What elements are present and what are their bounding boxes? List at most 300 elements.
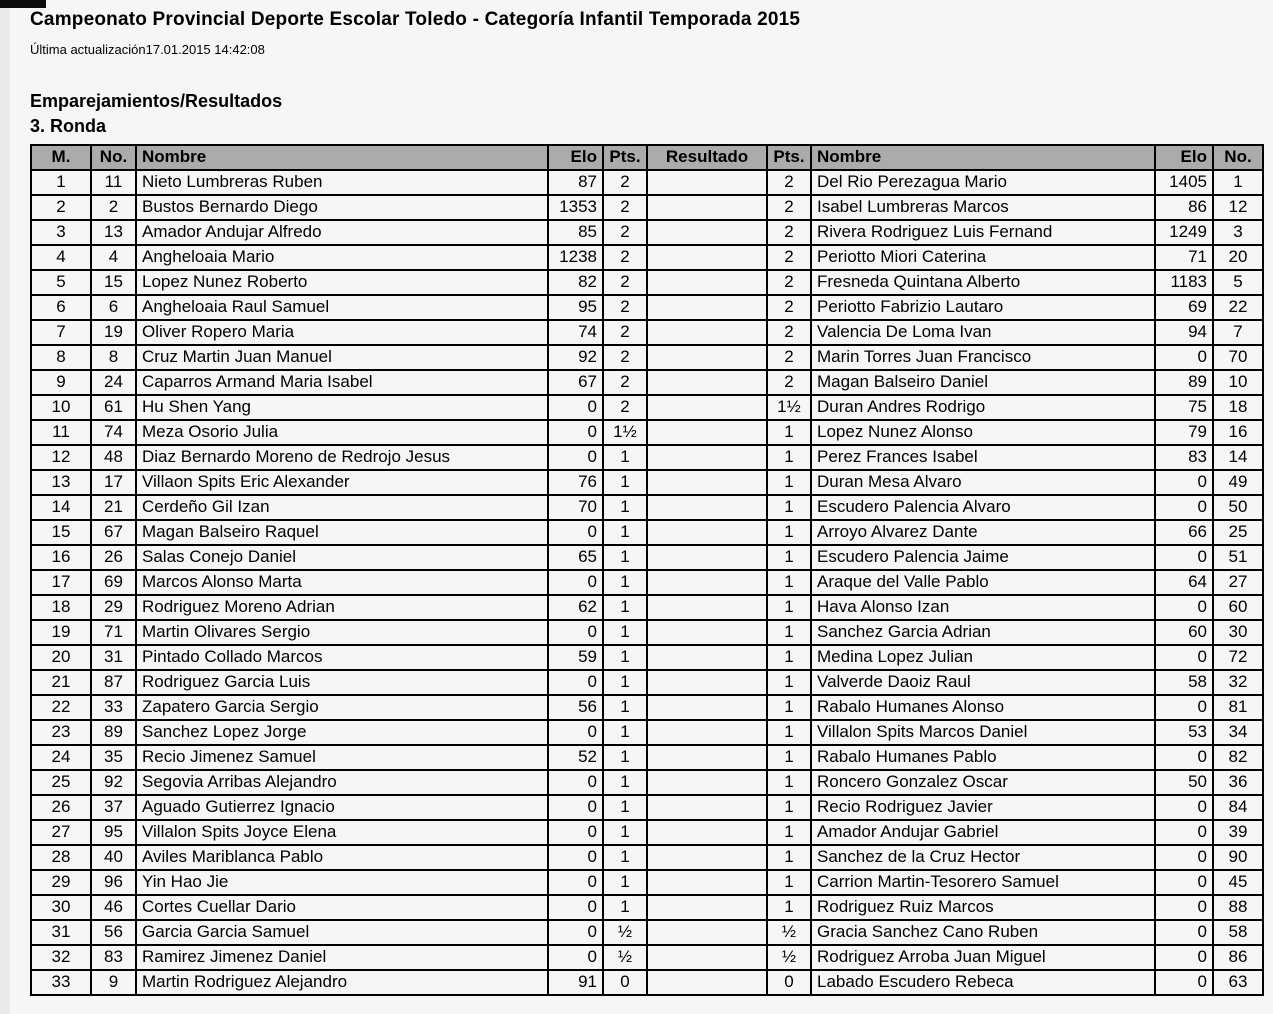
cell-result: [647, 545, 767, 570]
cell-board: 5: [31, 270, 91, 295]
cell-no-black: 3: [1213, 220, 1263, 245]
table-row: [31, 270, 1263, 295]
cell-pts-black: 1: [767, 545, 811, 570]
table-row: [31, 295, 1263, 320]
cell-pts-white: 2: [603, 270, 647, 295]
cell-no-white: 15: [91, 270, 136, 295]
cell-name-black: Del Rio Perezagua Mario: [811, 170, 1155, 195]
cell-elo-white: 0: [548, 620, 603, 645]
cell-pts-black: 1: [767, 770, 811, 795]
cell-name-white: Cortes Cuellar Dario: [136, 895, 548, 920]
cell-pts-white: 1: [603, 795, 647, 820]
cell-elo-black: 94: [1155, 320, 1213, 345]
cell-no-black: 27: [1213, 570, 1263, 595]
cell-pts-black: 1: [767, 870, 811, 895]
cell-result: [647, 495, 767, 520]
cell-name-black: Periotto Fabrizio Lautaro: [811, 295, 1155, 320]
cell-pts-black: 2: [767, 270, 811, 295]
cell-no-white: 6: [91, 295, 136, 320]
cell-name-black: Labado Escudero Rebeca: [811, 970, 1155, 995]
cell-name-black: Duran Andres Rodrigo: [811, 395, 1155, 420]
last-update-text: Última actualización17.01.2015 14:42:08: [30, 42, 265, 57]
cell-no-black: 70: [1213, 345, 1263, 370]
table-row: [31, 320, 1263, 345]
cell-pts-white: 2: [603, 195, 647, 220]
cell-elo-black: 0: [1155, 845, 1213, 870]
cell-elo-white: 0: [548, 770, 603, 795]
cell-pts-white: 1: [603, 845, 647, 870]
cell-result: [647, 770, 767, 795]
cell-result: [647, 970, 767, 995]
cell-pts-black: 1½: [767, 395, 811, 420]
cell-pts-white: 1: [603, 570, 647, 595]
section-title: Emparejamientos/Resultados: [30, 91, 283, 111]
cell-elo-black: 60: [1155, 620, 1213, 645]
header-pts-black: Pts.: [767, 145, 811, 170]
cell-name-white: Meza Osorio Julia: [136, 420, 548, 445]
cell-pts-white: 1: [603, 545, 647, 570]
cell-name-white: Caparros Armand Maria Isabel: [136, 370, 548, 395]
table-row: [31, 795, 1263, 820]
cell-pts-white: 1: [603, 895, 647, 920]
cell-elo-white: 0: [548, 820, 603, 845]
cell-board: 27: [31, 820, 91, 845]
cell-board: 31: [31, 920, 91, 945]
cell-no-black: 25: [1213, 520, 1263, 545]
cell-result: [647, 820, 767, 845]
cell-no-white: 29: [91, 595, 136, 620]
cell-pts-black: 1: [767, 795, 811, 820]
header-no-black: No.: [1213, 145, 1263, 170]
cell-pts-black: 1: [767, 495, 811, 520]
table-row: [31, 345, 1263, 370]
table-row: [31, 845, 1263, 870]
cell-board: 28: [31, 845, 91, 870]
cell-name-black: Marin Torres Juan Francisco: [811, 345, 1155, 370]
cell-no-white: 96: [91, 870, 136, 895]
cell-elo-black: 0: [1155, 595, 1213, 620]
cell-pts-black: 1: [767, 895, 811, 920]
cell-pts-white: 2: [603, 245, 647, 270]
cell-board: 8: [31, 345, 91, 370]
cell-name-black: Rabalo Humanes Alonso: [811, 695, 1155, 720]
cell-elo-black: 0: [1155, 795, 1213, 820]
cell-pts-black: 1: [767, 570, 811, 595]
cell-name-white: Marcos Alonso Marta: [136, 570, 548, 595]
cell-elo-white: 0: [548, 520, 603, 545]
cell-no-white: 9: [91, 970, 136, 995]
cell-board: 3: [31, 220, 91, 245]
cell-name-black: Valencia De Loma Ivan: [811, 320, 1155, 345]
cell-no-black: 84: [1213, 795, 1263, 820]
cell-pts-white: ½: [603, 945, 647, 970]
table-row: [31, 545, 1263, 570]
cell-elo-white: 0: [548, 445, 603, 470]
cell-elo-black: 0: [1155, 745, 1213, 770]
cell-elo-white: 85: [548, 220, 603, 245]
cell-name-white: Rodriguez Moreno Adrian: [136, 595, 548, 620]
cell-board: 33: [31, 970, 91, 995]
cell-no-black: 18: [1213, 395, 1263, 420]
cell-result: [647, 220, 767, 245]
cell-pts-white: 1: [603, 720, 647, 745]
cell-no-black: 16: [1213, 420, 1263, 445]
cell-elo-white: 82: [548, 270, 603, 295]
cell-result: [647, 320, 767, 345]
table-row: [31, 520, 1263, 545]
cell-elo-white: 0: [548, 795, 603, 820]
cell-elo-white: 92: [548, 345, 603, 370]
pairings-table: [30, 144, 1264, 996]
cell-result: [647, 945, 767, 970]
cell-board: 30: [31, 895, 91, 920]
cell-elo-black: 50: [1155, 770, 1213, 795]
cell-name-black: Medina Lopez Julian: [811, 645, 1155, 670]
cell-name-white: Amador Andujar Alfredo: [136, 220, 548, 245]
cell-no-black: 10: [1213, 370, 1263, 395]
cell-name-white: Garcia Garcia Samuel: [136, 920, 548, 945]
cell-name-black: Escudero Palencia Jaime: [811, 545, 1155, 570]
cell-no-black: 34: [1213, 720, 1263, 745]
cell-elo-black: 0: [1155, 970, 1213, 995]
cell-elo-black: 58: [1155, 670, 1213, 695]
cell-no-white: 87: [91, 670, 136, 695]
cell-board: 7: [31, 320, 91, 345]
cell-pts-black: 2: [767, 370, 811, 395]
cell-elo-black: 75: [1155, 395, 1213, 420]
cell-name-black: Rivera Rodriguez Luis Fernand: [811, 220, 1155, 245]
cell-result: [647, 295, 767, 320]
cell-no-black: 82: [1213, 745, 1263, 770]
cell-no-white: 92: [91, 770, 136, 795]
cell-no-white: 2: [91, 195, 136, 220]
cell-no-black: 81: [1213, 695, 1263, 720]
header-name-white: Nombre: [136, 145, 548, 170]
cell-elo-black: 0: [1155, 470, 1213, 495]
cell-elo-black: 89: [1155, 370, 1213, 395]
cell-pts-black: 2: [767, 170, 811, 195]
cell-board: 26: [31, 795, 91, 820]
cell-name-white: Diaz Bernardo Moreno de Redrojo Jesus: [136, 445, 548, 470]
header-elo-black: Elo: [1155, 145, 1213, 170]
header-board: M.: [31, 145, 91, 170]
cell-name-white: Oliver Ropero Maria: [136, 320, 548, 345]
cell-result: [647, 470, 767, 495]
cell-elo-white: 0: [548, 920, 603, 945]
cell-no-white: 40: [91, 845, 136, 870]
cell-pts-black: 1: [767, 470, 811, 495]
cell-no-white: 13: [91, 220, 136, 245]
cell-elo-black: 71: [1155, 245, 1213, 270]
cell-elo-black: 0: [1155, 695, 1213, 720]
table-row: [31, 595, 1263, 620]
cell-elo-white: 56: [548, 695, 603, 720]
cell-no-white: 69: [91, 570, 136, 595]
cell-name-white: Zapatero Garcia Sergio: [136, 695, 548, 720]
cell-result: [647, 520, 767, 545]
cell-board: 21: [31, 670, 91, 695]
page-title: Campeonato Provincial Deporte Escolar Toledo - Categoría Infantil Temporada 2015: [30, 9, 801, 30]
cell-pts-white: 2: [603, 170, 647, 195]
cell-pts-black: 0: [767, 970, 811, 995]
cell-name-black: Rodriguez Ruiz Marcos: [811, 895, 1155, 920]
cell-pts-black: 1: [767, 720, 811, 745]
cell-no-black: 30: [1213, 620, 1263, 645]
cell-name-black: Rabalo Humanes Pablo: [811, 745, 1155, 770]
cell-name-white: Nieto Lumbreras Ruben: [136, 170, 548, 195]
table-row: [31, 895, 1263, 920]
cell-elo-black: 64: [1155, 570, 1213, 595]
cell-elo-white: 0: [548, 395, 603, 420]
cell-no-white: 21: [91, 495, 136, 520]
cell-elo-white: 76: [548, 470, 603, 495]
cell-name-black: Sanchez de la Cruz Hector: [811, 845, 1155, 870]
cell-name-white: Angheloaia Mario: [136, 245, 548, 270]
cell-name-black: Arroyo Alvarez Dante: [811, 520, 1155, 545]
cell-name-white: Salas Conejo Daniel: [136, 545, 548, 570]
cell-pts-black: ½: [767, 920, 811, 945]
cell-board: 10: [31, 395, 91, 420]
cell-pts-white: 2: [603, 370, 647, 395]
cell-elo-white: 74: [548, 320, 603, 345]
cell-board: 4: [31, 245, 91, 270]
cell-no-white: 17: [91, 470, 136, 495]
cell-elo-white: 1238: [548, 245, 603, 270]
cell-result: [647, 370, 767, 395]
table-row: [31, 945, 1263, 970]
cell-elo-black: 0: [1155, 345, 1213, 370]
table-row: [31, 695, 1263, 720]
cell-result: [647, 445, 767, 470]
cell-name-black: Hava Alonso Izan: [811, 595, 1155, 620]
cell-name-white: Cerdeño Gil Izan: [136, 495, 548, 520]
cell-elo-black: 0: [1155, 945, 1213, 970]
cell-name-white: Martin Rodriguez Alejandro: [136, 970, 548, 995]
table-row: [31, 770, 1263, 795]
cell-no-black: 88: [1213, 895, 1263, 920]
cell-elo-black: 1249: [1155, 220, 1213, 245]
cell-pts-black: 1: [767, 620, 811, 645]
cell-elo-black: 0: [1155, 645, 1213, 670]
table-row: [31, 670, 1263, 695]
cell-elo-black: 0: [1155, 870, 1213, 895]
cell-no-black: 50: [1213, 495, 1263, 520]
table-row: [31, 620, 1263, 645]
cell-name-black: Magan Balseiro Daniel: [811, 370, 1155, 395]
cell-no-black: 22: [1213, 295, 1263, 320]
cell-no-black: 32: [1213, 670, 1263, 695]
cell-no-black: 72: [1213, 645, 1263, 670]
cell-board: 18: [31, 595, 91, 620]
cell-pts-white: 2: [603, 395, 647, 420]
header-pts-white: Pts.: [603, 145, 647, 170]
cell-pts-black: 2: [767, 320, 811, 345]
cell-board: 20: [31, 645, 91, 670]
cell-result: [647, 595, 767, 620]
cell-elo-white: 1353: [548, 195, 603, 220]
cell-name-black: Duran Mesa Alvaro: [811, 470, 1155, 495]
cell-name-black: Periotto Miori Caterina: [811, 245, 1155, 270]
cell-no-white: 46: [91, 895, 136, 920]
cell-elo-white: 0: [548, 845, 603, 870]
cell-name-white: Magan Balseiro Raquel: [136, 520, 548, 545]
cell-no-white: 4: [91, 245, 136, 270]
cell-no-white: 37: [91, 795, 136, 820]
cell-no-white: 35: [91, 745, 136, 770]
cell-result: [647, 170, 767, 195]
cell-elo-black: 0: [1155, 820, 1213, 845]
cell-pts-black: 1: [767, 845, 811, 870]
table-row: [31, 245, 1263, 270]
cell-result: [647, 795, 767, 820]
cell-result: [647, 845, 767, 870]
cell-elo-white: 70: [548, 495, 603, 520]
cell-name-black: Roncero Gonzalez Oscar: [811, 770, 1155, 795]
cell-elo-white: 62: [548, 595, 603, 620]
cell-name-black: Isabel Lumbreras Marcos: [811, 195, 1155, 220]
header-name-black: Nombre: [811, 145, 1155, 170]
table-row: [31, 445, 1263, 470]
cell-board: 19: [31, 620, 91, 645]
cell-name-white: Recio Jimenez Samuel: [136, 745, 548, 770]
header-elo-white: Elo: [548, 145, 603, 170]
cell-elo-white: 0: [548, 720, 603, 745]
cell-elo-black: 0: [1155, 545, 1213, 570]
cell-result: [647, 420, 767, 445]
table-row: [31, 820, 1263, 845]
cell-name-black: Carrion Martin-Tesorero Samuel: [811, 870, 1155, 895]
cell-board: 13: [31, 470, 91, 495]
cell-name-white: Pintado Collado Marcos: [136, 645, 548, 670]
cell-result: [647, 745, 767, 770]
cell-no-black: 7: [1213, 320, 1263, 345]
cell-result: [647, 870, 767, 895]
cell-pts-white: 1: [603, 870, 647, 895]
cell-no-black: 63: [1213, 970, 1263, 995]
cell-name-white: Segovia Arribas Alejandro: [136, 770, 548, 795]
table-row: [31, 495, 1263, 520]
cell-name-white: Martin Olivares Sergio: [136, 620, 548, 645]
cell-board: 29: [31, 870, 91, 895]
cell-board: 1: [31, 170, 91, 195]
cell-no-white: 67: [91, 520, 136, 545]
cell-pts-white: 1: [603, 595, 647, 620]
cell-elo-white: 87: [548, 170, 603, 195]
table-row: [31, 970, 1263, 995]
cell-elo-white: 52: [548, 745, 603, 770]
cell-pts-black: 1: [767, 445, 811, 470]
cell-elo-white: 59: [548, 645, 603, 670]
cell-elo-black: 1405: [1155, 170, 1213, 195]
cell-no-white: 71: [91, 620, 136, 645]
cell-elo-black: 83: [1155, 445, 1213, 470]
cell-no-black: 39: [1213, 820, 1263, 845]
cell-no-white: 89: [91, 720, 136, 745]
cell-no-black: 60: [1213, 595, 1263, 620]
cell-pts-black: 2: [767, 295, 811, 320]
cell-no-black: 90: [1213, 845, 1263, 870]
table-row: [31, 420, 1263, 445]
table-row: [31, 645, 1263, 670]
header-no-white: No.: [91, 145, 136, 170]
table-row: [31, 920, 1263, 945]
cell-result: [647, 245, 767, 270]
cell-no-black: 12: [1213, 195, 1263, 220]
cell-pts-white: 1: [603, 620, 647, 645]
scan-edge: [0, 0, 10, 1014]
cell-elo-black: 0: [1155, 920, 1213, 945]
table-row: [31, 220, 1263, 245]
table-row: [31, 195, 1263, 220]
cell-no-white: 24: [91, 370, 136, 395]
cell-pts-white: 1: [603, 820, 647, 845]
table-row: [31, 870, 1263, 895]
round-title: 3. Ronda: [30, 116, 107, 136]
cell-pts-white: 1: [603, 495, 647, 520]
cell-name-white: Bustos Bernardo Diego: [136, 195, 548, 220]
cell-elo-white: 0: [548, 670, 603, 695]
cell-board: 11: [31, 420, 91, 445]
content-area: [30, 0, 1264, 996]
cell-result: [647, 695, 767, 720]
cell-result: [647, 620, 767, 645]
cell-elo-white: 0: [548, 870, 603, 895]
cell-name-white: Aviles Mariblanca Pablo: [136, 845, 548, 870]
table-row: [31, 720, 1263, 745]
cell-name-black: Villalon Spits Marcos Daniel: [811, 720, 1155, 745]
cell-pts-white: 2: [603, 220, 647, 245]
cell-pts-black: 1: [767, 820, 811, 845]
cell-elo-white: 91: [548, 970, 603, 995]
cell-pts-white: ½: [603, 920, 647, 945]
cell-name-black: Araque del Valle Pablo: [811, 570, 1155, 595]
header-row: [31, 145, 1263, 170]
cell-pts-white: 1: [603, 445, 647, 470]
cell-pts-white: 1: [603, 695, 647, 720]
cell-board: 6: [31, 295, 91, 320]
cell-no-white: 11: [91, 170, 136, 195]
cell-name-black: Fresneda Quintana Alberto: [811, 270, 1155, 295]
cell-pts-black: 1: [767, 645, 811, 670]
cell-board: 23: [31, 720, 91, 745]
cell-board: 17: [31, 570, 91, 595]
table-row: [31, 170, 1263, 195]
cell-board: 15: [31, 520, 91, 545]
cell-name-black: Lopez Nunez Alonso: [811, 420, 1155, 445]
cell-pts-white: 1½: [603, 420, 647, 445]
cell-board: 25: [31, 770, 91, 795]
cell-board: 12: [31, 445, 91, 470]
cell-elo-white: 0: [548, 570, 603, 595]
cell-no-white: 83: [91, 945, 136, 970]
cell-name-white: Cruz Martin Juan Manuel: [136, 345, 548, 370]
table-row: [31, 470, 1263, 495]
table-row: [31, 745, 1263, 770]
cell-pts-white: 2: [603, 320, 647, 345]
cell-no-black: 1: [1213, 170, 1263, 195]
cell-result: [647, 270, 767, 295]
cell-board: 9: [31, 370, 91, 395]
cell-pts-white: 1: [603, 645, 647, 670]
cell-elo-black: 79: [1155, 420, 1213, 445]
cell-no-white: 19: [91, 320, 136, 345]
cell-result: [647, 195, 767, 220]
cell-pts-white: 2: [603, 295, 647, 320]
cell-elo-white: 0: [548, 420, 603, 445]
cell-name-white: Yin Hao Jie: [136, 870, 548, 895]
cell-name-black: Valverde Daoiz Raul: [811, 670, 1155, 695]
cell-pts-black: 1: [767, 745, 811, 770]
